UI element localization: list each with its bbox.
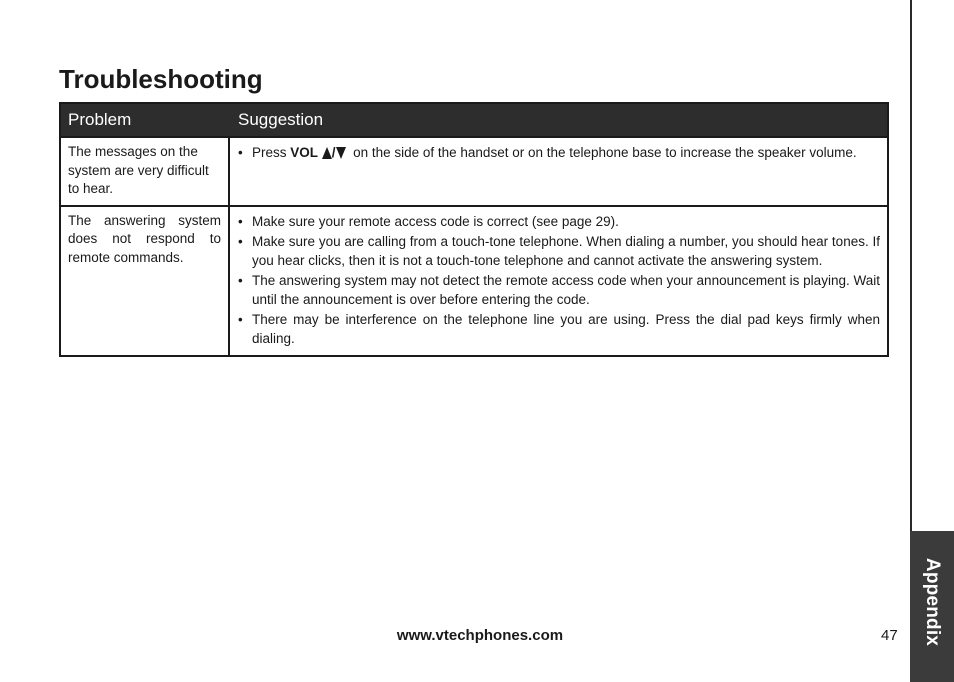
suggestion-bullet [236,143,880,162]
page-number: 47 [881,627,898,644]
header-problem: Problem [68,110,132,129]
bullet-dot-icon: • [238,311,243,327]
troubleshooting-table [59,102,889,357]
table-row [61,205,887,355]
suggestion-bullet [236,271,880,309]
bullet-text [252,143,880,162]
table-header [61,104,887,136]
bullet-dot-icon: • [238,233,243,249]
vol-key-label: VOL [290,145,319,160]
problem-cell: The answering system does not respond to remote commands. [61,207,230,355]
bullet-suffix: on the side of the handset or on the telephone base to increase the speaker volume. [353,145,857,160]
suggestion-cell [230,138,887,205]
bullet-text: There may be interference on the telephone line you are using. Press the dial pad keys firmly when dialing. [252,311,880,346]
suggestion-bullet [236,212,880,231]
bullet-dot-icon: • [238,145,243,160]
bullet-dot-icon: • [238,213,243,229]
footer-url: www.vtechphones.com [396,627,564,644]
bullet-text: Make sure you are calling from a touch-tone telephone. When dialing a number, you should hear tones. If you hear clicks, then it is not a touch-tone telephone and cannot activate the answering system. [252,233,880,268]
appendix-tab-label: Appendix [922,557,943,647]
triangle-up-icon [322,147,332,159]
table-row [61,136,887,205]
page-title: Troubleshooting [59,64,263,94]
suggestion-cell [230,207,887,355]
problem-cell: The messages on the system are very difficult to hear. [61,138,230,205]
bullet-prefix: Press [252,145,291,160]
suggestion-bullet [236,232,880,270]
suggestion-bullet [236,310,880,348]
bullet-dot-icon: • [238,272,243,288]
triangle-down-icon [336,147,346,159]
bullet-text: Make sure your remote access code is correct (see page 29). [252,213,619,229]
arrow-separator: / [331,145,336,160]
header-suggestion: Suggestion [238,110,324,129]
bullet-text: The answering system may not detect the remote access code when your announcement is playing. Wait until the announcement is over before entering the code. [252,272,880,307]
